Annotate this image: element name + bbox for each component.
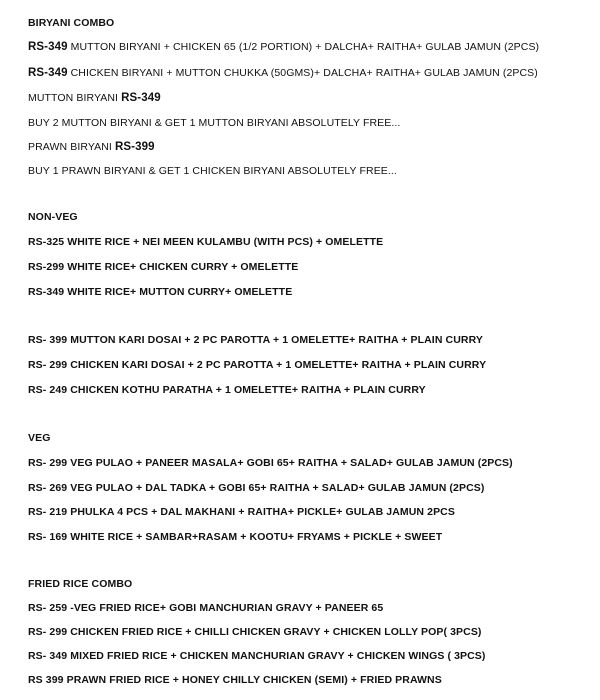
item-text: MUTTON BIRYANI + CHICKEN 65 (1/2 PORTION) + DALCHA+ RAITHA+ GULAB JAMUN (2PCS) bbox=[67, 41, 540, 53]
menu-item: RS- 299 CHICKEN KARI DOSAI + 2 PC PAROTTA + 1 OMELETTE+ RAITHA + PLAIN CURRY bbox=[28, 359, 487, 371]
item-price: RS-349 bbox=[28, 67, 68, 79]
menu-item bbox=[28, 116, 400, 130]
menu-item: RS- 299 VEG PULAO + PANEER MASALA+ GOBI 65+ RAITHA + SALAD+ GULAB JAMUN (2PCS) bbox=[28, 457, 513, 469]
section-heading-friedrice: FRIED RICE COMBO bbox=[28, 578, 133, 590]
menu-item: RS 399 PRAWN FRIED RICE + HONEY CHILLY CHICKEN (SEMI) + FRIED PRAWNS bbox=[28, 674, 442, 686]
menu-item: RS- 299 CHICKEN FRIED RICE + CHILLI CHICKEN GRAVY + CHICKEN LOLLY POP( 3PCS) bbox=[28, 626, 482, 638]
item-text: BUY 1 PRAWN BIRYANI & GET 1 CHICKEN BIRYANI ABSOLUTELY FREE... bbox=[28, 165, 397, 177]
menu-item bbox=[28, 164, 397, 178]
menu-item bbox=[28, 40, 539, 54]
menu-item: RS- 349 MIXED FRIED RICE + CHICKEN MANCHURIAN GRAVY + CHICKEN WINGS ( 3PCS) bbox=[28, 650, 486, 662]
section-heading-veg: VEG bbox=[28, 432, 51, 444]
menu-item: RS- 169 WHITE RICE + SAMBAR+RASAM + KOOTU+ FRYAMS + PICKLE + SWEET bbox=[28, 531, 443, 543]
menu-item: RS-299 WHITE RICE+ CHICKEN CURRY + OMELETTE bbox=[28, 261, 299, 273]
item-text: PRAWN BIRYANI bbox=[28, 141, 115, 153]
menu-item: RS-325 WHITE RICE + NEI MEEN KULAMBU (WITH PCS) + OMELETTE bbox=[28, 236, 384, 248]
item-text: BUY 2 MUTTON BIRYANI & GET 1 MUTTON BIRYANI ABSOLUTELY FREE... bbox=[28, 117, 401, 129]
menu-item: RS- 249 CHICKEN KOTHU PARATHA + 1 OMELETTE+ RAITHA + PLAIN CURRY bbox=[28, 384, 426, 396]
menu-item: RS- 259 -VEG FRIED RICE+ GOBI MANCHURIAN GRAVY + PANEER 65 bbox=[28, 602, 384, 614]
item-text: MUTTON BIRYANI bbox=[28, 92, 122, 104]
item-price: RS-399 bbox=[114, 141, 155, 153]
menu-item bbox=[28, 66, 538, 80]
menu-item: RS- 399 MUTTON KARI DOSAI + 2 PC PAROTTA + 1 OMELETTE+ RAITHA + PLAIN CURRY bbox=[28, 334, 483, 346]
menu-item bbox=[28, 140, 155, 154]
menu-item bbox=[28, 91, 161, 105]
menu-item: RS- 269 VEG PULAO + DAL TADKA + GOBI 65+ RAITHA + SALAD+ GULAB JAMUN (2PCS) bbox=[28, 482, 485, 494]
item-price: RS-349 bbox=[28, 41, 68, 53]
section-heading-nonveg: NON-VEG bbox=[28, 211, 78, 223]
section-heading-biryani: BIRYANI COMBO bbox=[28, 17, 115, 29]
menu-item: RS-349 WHITE RICE+ MUTTON CURRY+ OMELETTE bbox=[28, 286, 293, 298]
item-price: RS-349 bbox=[121, 92, 161, 104]
menu-item: RS- 219 PHULKA 4 PCS + DAL MAKHANI + RAITHA+ PICKLE+ GULAB JAMUN 2PCS bbox=[28, 506, 455, 518]
item-text: CHICKEN BIRYANI + MUTTON CHUKKA (50GMS)+ DALCHA+ RAITHA+ GULAB JAMUN (2PCS) bbox=[67, 67, 538, 79]
